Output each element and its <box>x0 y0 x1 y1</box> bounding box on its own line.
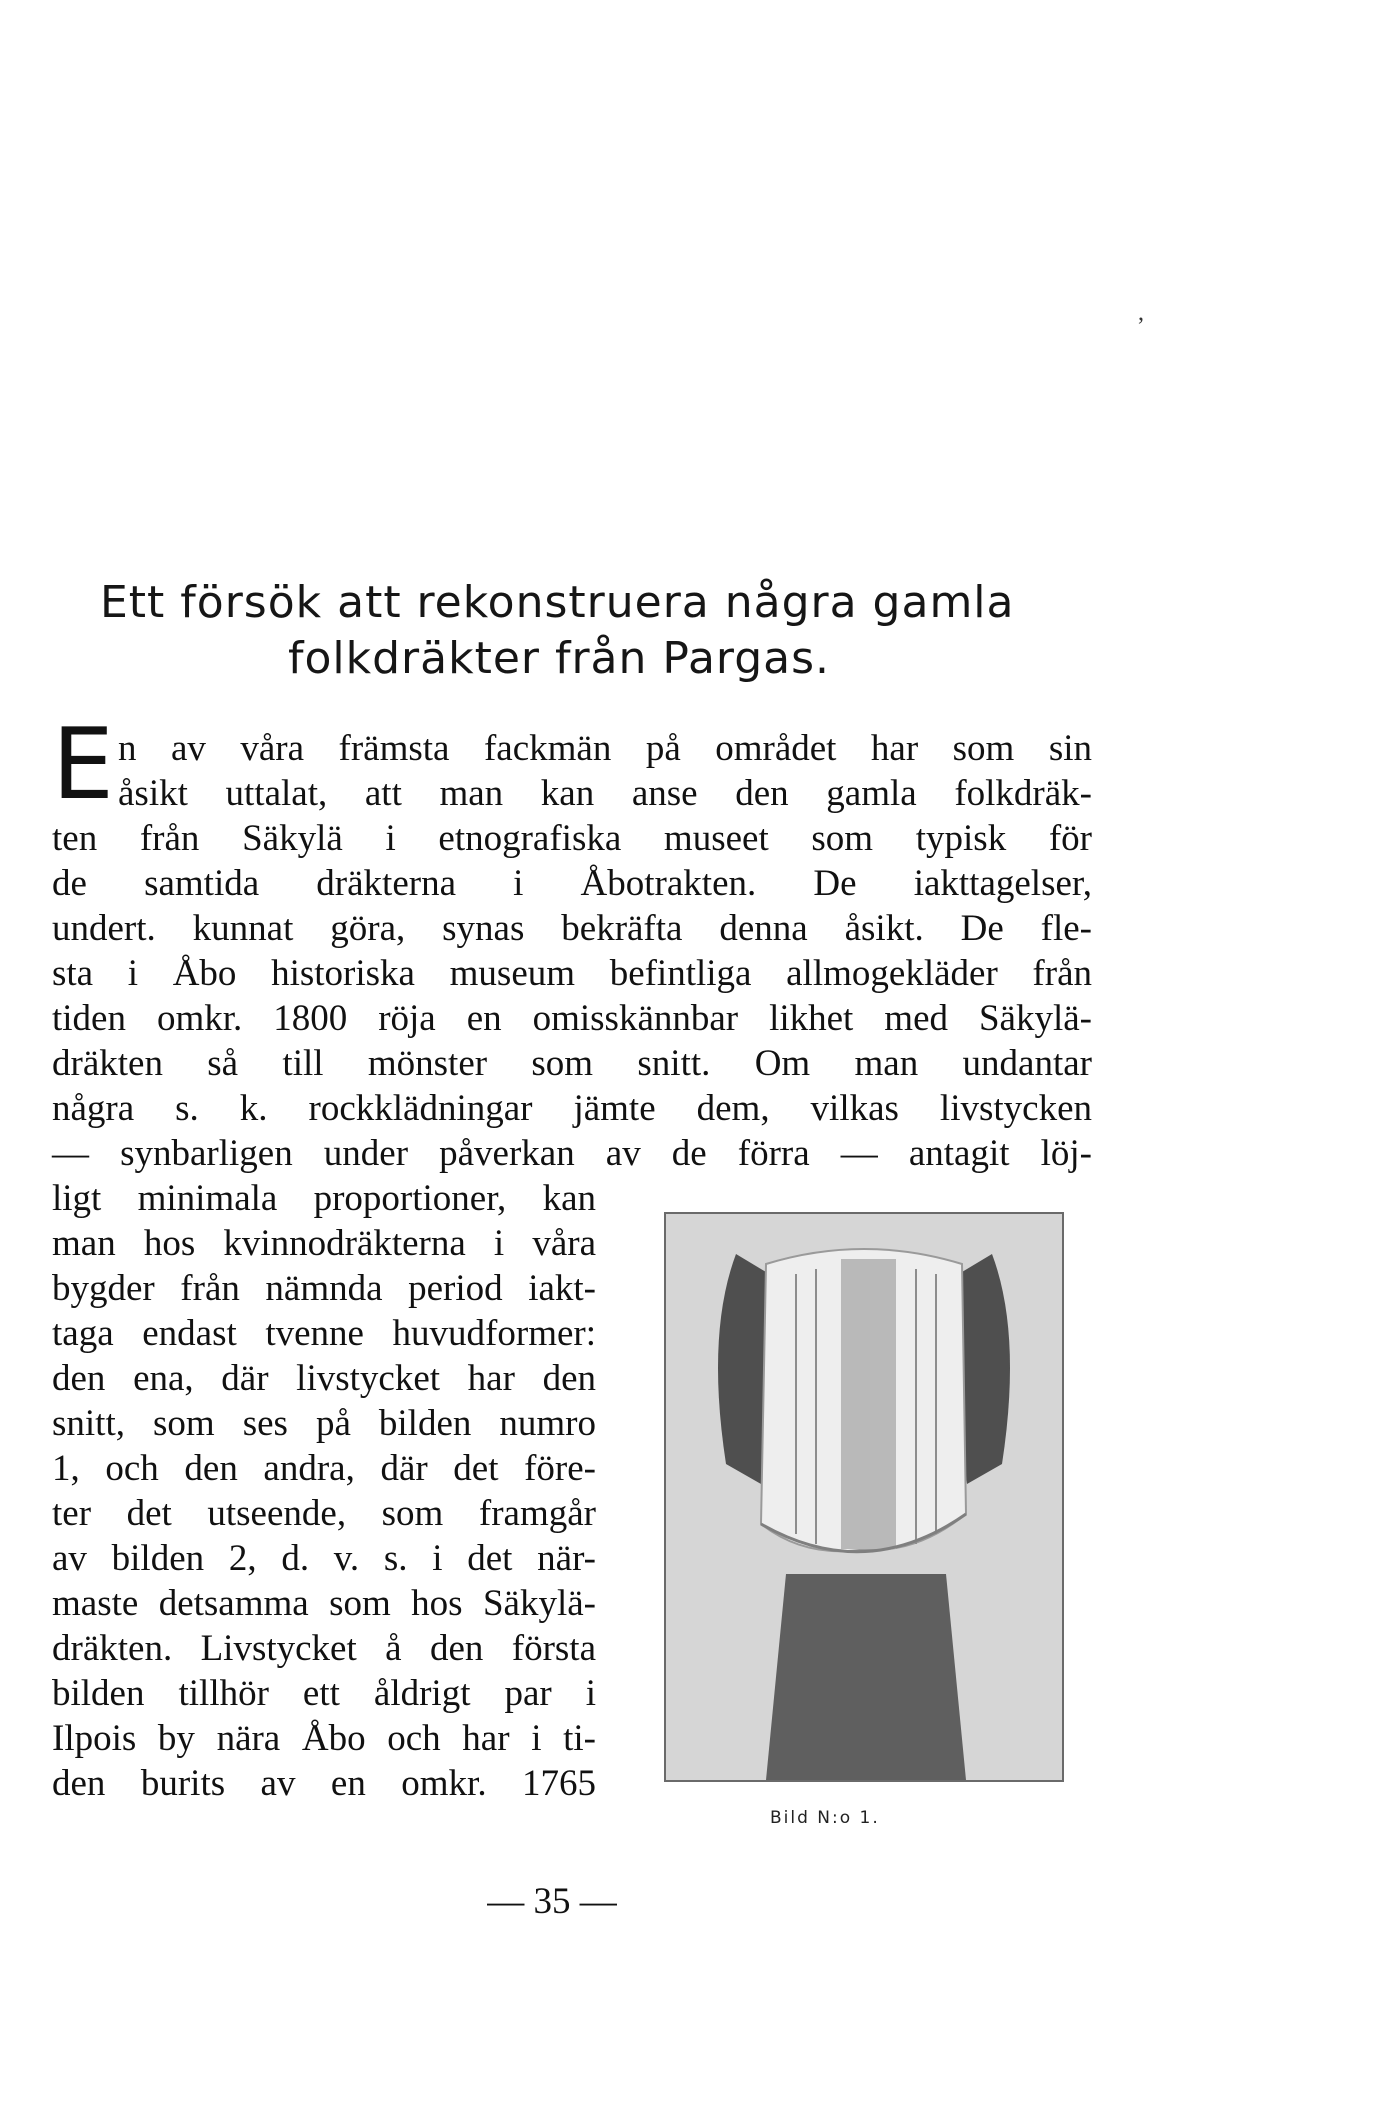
text-line: man hos kvinnodräkterna i våra <box>52 1223 596 1264</box>
ink-speck: , <box>1138 300 1144 326</box>
text-line: sta i Åbo historiska museum befintliga allmogekläder från <box>52 953 1092 994</box>
title-line-1: Ett försök att rekonstruera några gamla <box>100 577 1015 628</box>
text-line: snitt, som ses på bilden numro <box>52 1403 596 1444</box>
figure-caption: Bild N:o 1. <box>770 1808 880 1828</box>
text-line: dräkten. Livstycket å den första <box>52 1628 596 1669</box>
text-line: dräkten så till mönster som snitt. Om man undantar <box>52 1043 1092 1084</box>
text-line: de samtida dräkterna i Åbotrakten. De iakttagelser, <box>52 863 1092 904</box>
title-line-2: folkdräkter från Pargas. <box>288 633 831 684</box>
text-line: bilden tillhör ett åldrigt par i <box>52 1673 596 1714</box>
bodice-photograph <box>664 1212 1064 1782</box>
text-line: den ena, där livstycket har den <box>52 1358 596 1399</box>
text-line: — synbarligen under påverkan av de förra — antagit löj- <box>52 1133 1092 1174</box>
text-line: maste detsamma som hos Säkylä- <box>52 1583 596 1624</box>
text-line: undert. kunnat göra, synas bekräfta denna åsikt. De fle- <box>52 908 1092 949</box>
bodice-illustration <box>666 1214 1062 1780</box>
text-line: tiden omkr. 1800 röja en omisskännbar likhet med Säkylä- <box>52 998 1092 1039</box>
text-line: några s. k. rockklädningar jämte dem, vilkas livstycken <box>52 1088 1092 1129</box>
text-line: av bilden 2, d. v. s. i det när- <box>52 1538 596 1579</box>
text-line: bygder från nämnda period iakt- <box>52 1268 596 1309</box>
text-line: ten från Säkylä i etnografiska museet som typisk för <box>52 818 1092 859</box>
article-title <box>80 575 1040 687</box>
page-number: — 35 — <box>487 1881 617 1922</box>
text-line: Ilpois by nära Åbo och har i ti- <box>52 1718 596 1759</box>
text-line: 1, och den andra, där det före- <box>52 1448 596 1489</box>
text-line: den burits av en omkr. 1765 <box>52 1763 596 1804</box>
text-line: åsikt uttalat, att man kan anse den gamla folkdräk- <box>118 773 1092 814</box>
drop-cap: E <box>52 708 114 822</box>
text-line: taga endast tvenne huvudformer: <box>52 1313 596 1354</box>
text-line: ligt minimala proportioner, kan <box>52 1178 596 1219</box>
text-line: n av våra främsta fackmän på området har som sin <box>118 728 1092 769</box>
text-line: ter det utseende, som framgår <box>52 1493 596 1534</box>
